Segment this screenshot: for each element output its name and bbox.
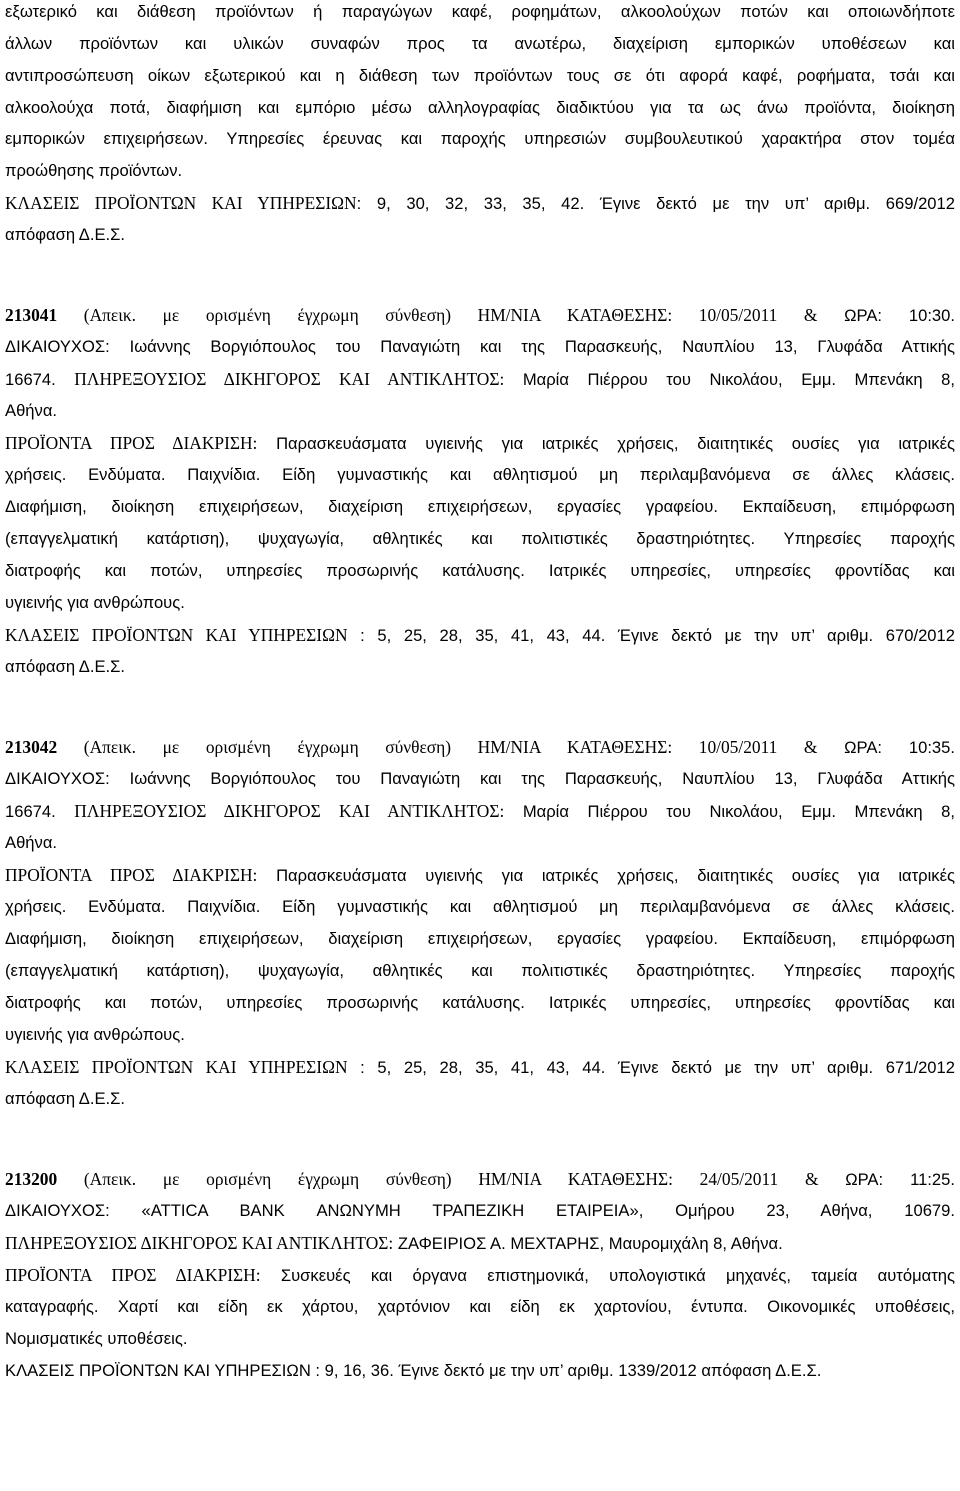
entry-number: 213042 — [5, 737, 58, 757]
entry-filing: (Απεικ. με ορισμένη έγχρωμη σύνθεση) ΗΜ/ΝΙΑ ΚΑΤΑΘΕΣΗΣ: 10/05/2011 & — [57, 305, 845, 325]
products-label: ΠΡΟΪΟΝΤΑ ΠΡΟΣ ΔΙΑΚΡΙΣΗ: — [5, 865, 258, 885]
classes-values: : 5, 25, 28, 35, 41, 43, 44. Έγινε δεκτό με την υπ’ αριθμ. 670/2012 — [347, 626, 955, 645]
products-line: Διαφήμιση, διοίκηση επιχειρήσεων, διαχείριση επιχειρήσεων, εργασίες γραφείου. Εκπαίδευση, επιμόρφωση — [5, 929, 955, 948]
entry-time: ΩΡΑ: 10:30. — [844, 306, 955, 325]
products-line — [5, 865, 955, 886]
classes-label: ΚΛΑΣΕΙΣ ΠΡΟΪΟΝΤΩΝ ΚΑΙ ΥΠΗΡΕΣΙΩΝ — [5, 1057, 348, 1077]
products-value: Συσκευές και όργανα επιστημονικά, υπολογιστικά μηχανές, ταμεία αυτόματης — [260, 1266, 955, 1285]
intro-line: άλλων προϊόντων και υλικών συναφών προς τα ανωτέρω, διαχείριση εμπορικών υποθέσεων και — [5, 34, 955, 53]
entry-number: 213200 — [5, 1169, 58, 1189]
intro-line: αλκοολούχα ποτά, διαφήμιση και εμπόριο μέσω αλληλογραφίας διαδικτύου για τα ως άνω προϊόντα, διοίκηση — [5, 98, 955, 117]
attorney-city: Αθήνα. — [5, 401, 58, 420]
owner-line — [5, 1201, 955, 1221]
entry-header — [5, 737, 955, 758]
products-value: Παρασκευάσματα υγιεινής για ιατρικές χρήσεις, διαιτητικές ουσίες για ιατρικές — [257, 866, 955, 885]
owner-value: «ATTICA BANK ΑΝΩΝΥΜΗ ΤΡΑΠΕΖΙΚΗ ΕΤΑΙΡΕΙΑ», Ομήρου 23, Αθήνα, 10679. — [109, 1201, 955, 1220]
owner-value: Ιωάννης Βοργιόπουλος του Παναγιώτη και της Παρασκευής, Ναυπλίου 13, Γλυφάδα Αττικής — [109, 337, 955, 356]
products-line — [5, 1265, 955, 1286]
owner-postcode: 16674. — [5, 802, 75, 821]
owner-label: ΔΙΚΑΙΟΥΧΟΣ: — [5, 337, 110, 356]
attorney-label: ΠΛΗΡΕΞΟΥΣΙΟΣ ΔΙΚΗΓΟΡΟΣ ΚΑΙ ΑΝΤΙΚΛΗΤΟΣ: — [5, 1233, 394, 1253]
classes-values: : 9, 30, 32, 33, 35, 42. Έγινε δεκτό με την υπ’ αριθμ. 669/2012 — [356, 194, 955, 213]
entry-time: ΩΡΑ: 11:25. — [845, 1170, 955, 1189]
owner-line — [5, 769, 955, 789]
entry-number: 213041 — [5, 305, 58, 325]
products-line: (επαγγελματική κατάρτιση), ψυχαγωγία, αθλητικές και πολιτιστικές δραστηριότητες. Υπηρεσίες παροχής — [5, 529, 955, 548]
classes-line — [5, 1057, 955, 1078]
attorney-value: Μαρία Πιέρρου του Νικολάου, Εμμ. Μπενάκη 8, — [504, 802, 955, 821]
entry-filing: (Απεικ. με ορισμένη έγχρωμη σύνθεση) ΗΜ/ΝΙΑ ΚΑΤΑΘΕΣΗΣ: 10/05/2011 & — [57, 737, 845, 757]
owner-value: Ιωάννης Βοργιόπουλος του Παναγιώτη και της Παρασκευής, Ναυπλίου 13, Γλυφάδα Αττικής — [109, 769, 955, 788]
attorney-line — [5, 369, 955, 390]
products-line: διατροφής και ποτών, υπηρεσίες προσωρινής κατάλυσης. Ιατρικές υπηρεσίες, υπηρεσίες φροντίδας και — [5, 561, 955, 580]
attorney-label: ΠΛΗΡΕΞΟΥΣΙΟΣ ΔΙΚΗΓΟΡΟΣ ΚΑΙ ΑΝΤΙΚΛΗΤΟΣ: — [74, 801, 505, 821]
products-line: υγιεινής για ανθρώπους. — [5, 1025, 185, 1044]
intro-classes-line — [5, 193, 955, 214]
classes-label: ΚΛΑΣΕΙΣ ΠΡΟΪΟΝΤΩΝ ΚΑΙ ΥΠΗΡΕΣΙΩΝ — [5, 193, 357, 213]
owner-postcode: 16674. — [5, 370, 75, 389]
entry-header — [5, 1169, 955, 1190]
attorney-label: ΠΛΗΡΕΞΟΥΣΙΟΣ ΔΙΚΗΓΟΡΟΣ ΚΑΙ ΑΝΤΙΚΛΗΤΟΣ: — [74, 369, 505, 389]
classes-line — [5, 625, 955, 646]
attorney-city: Αθήνα. — [5, 833, 58, 852]
products-line: χρήσεις. Ενδύματα. Παιχνίδια. Είδη γυμναστικής και αθλητισμού μη περιλαμβανόμενα σε άλλες κλάσεις. — [5, 897, 955, 916]
products-label: ΠΡΟΪΟΝΤΑ ΠΡΟΣ ΔΙΑΚΡΙΣΗ: — [5, 433, 258, 453]
intro-line: αντιπροσώπευση οίκων εξωτερικού και η διάθεση των προϊόντων τους σε ότι αφορά καφέ, ροφήματα, τσάι και — [5, 66, 955, 85]
products-line: Νομισματικές υποθέσεις. — [5, 1329, 188, 1348]
products-line: καταγραφής. Χαρτί και είδη εκ χάρτου, χαρτόνιον και είδη εκ χαρτονίου, έντυπα. Οικονομικές υποθέσεις, — [5, 1297, 955, 1316]
intro-line: εξωτερικό και διάθεση προϊόντων ή παραγώγων καφέ, ροφημάτων, αλκοολούχων ποτών και οποιωνδήποτε — [5, 2, 955, 21]
attorney-line — [5, 801, 955, 822]
attorney-line — [5, 1233, 955, 1254]
owner-line — [5, 337, 955, 357]
intro-line: προώθησης προϊόντων. — [5, 161, 183, 180]
classes-values: : 9, 16, 36. Έγινε δεκτό με την υπ’ αριθμ. 1339/2012 απόφαση Δ.Ε.Σ. — [310, 1361, 822, 1380]
owner-label: ΔΙΚΑΙΟΥΧΟΣ: — [5, 1201, 110, 1220]
owner-label: ΔΙΚΑΙΟΥΧΟΣ: — [5, 769, 110, 788]
products-line: διατροφής και ποτών, υπηρεσίες προσωρινής κατάλυσης. Ιατρικές υπηρεσίες, υπηρεσίες φροντίδας και — [5, 993, 955, 1012]
classes-line — [5, 1361, 955, 1381]
decision-line: απόφαση Δ.Ε.Σ. — [5, 657, 126, 676]
classes-label: ΚΛΑΣΕΙΣ ΠΡΟΪΟΝΤΩΝ ΚΑΙ ΥΠΗΡΕΣΙΩΝ — [5, 625, 348, 645]
products-line: χρήσεις. Ενδύματα. Παιχνίδια. Είδη γυμναστικής και αθλητισμού μη περιλαμβανόμενα σε άλλες κλάσεις. — [5, 465, 955, 484]
attorney-value: Μαρία Πιέρρου του Νικολάου, Εμμ. Μπενάκη 8, — [504, 370, 955, 389]
products-line — [5, 433, 955, 454]
classes-values: : 5, 25, 28, 35, 41, 43, 44. Έγινε δεκτό με την υπ’ αριθμ. 671/2012 — [347, 1058, 955, 1077]
decision-line: απόφαση Δ.Ε.Σ. — [5, 1089, 126, 1108]
entry-filing: (Απεικ. με ορισμένη έγχρωμη σύνθεση) ΗΜ/ΝΙΑ ΚΑΤΑΘΕΣΗΣ: 24/05/2011 & — [57, 1169, 846, 1189]
products-line: Διαφήμιση, διοίκηση επιχειρήσεων, διαχείριση επιχειρήσεων, εργασίες γραφείου. Εκπαίδευση, επιμόρφωση — [5, 497, 955, 516]
classes-label: ΚΛΑΣΕΙΣ ΠΡΟΪΟΝΤΩΝ ΚΑΙ ΥΠΗΡΕΣΙΩΝ — [5, 1361, 311, 1380]
entry-time: ΩΡΑ: 10:35. — [844, 738, 955, 757]
products-line: υγιεινής για ανθρώπους. — [5, 593, 185, 612]
intro-line: εμπορικών επιχειρήσεων. Υπηρεσίες έρευνας και παροχής υπηρεσιών συμβουλευτικού χαρακτήρα στον τομέα — [5, 129, 955, 148]
attorney-value: ΖΑΦΕΙΡΙΟΣ Α. ΜΕΧΤΑΡΗΣ, Μαυρομιχάλη 8, Αθήνα. — [393, 1234, 783, 1253]
products-value: Παρασκευάσματα υγιεινής για ιατρικές χρήσεις, διαιτητικές ουσίες για ιατρικές — [257, 434, 955, 453]
products-label: ΠΡΟΪΟΝΤΑ ΠΡΟΣ ΔΙΑΚΡΙΣΗ: — [5, 1265, 261, 1285]
products-line: (επαγγελματική κατάρτιση), ψυχαγωγία, αθλητικές και πολιτιστικές δραστηριότητες. Υπηρεσίες παροχής — [5, 961, 955, 980]
intro-decision: απόφαση Δ.Ε.Σ. — [5, 225, 126, 244]
entry-header — [5, 305, 955, 326]
